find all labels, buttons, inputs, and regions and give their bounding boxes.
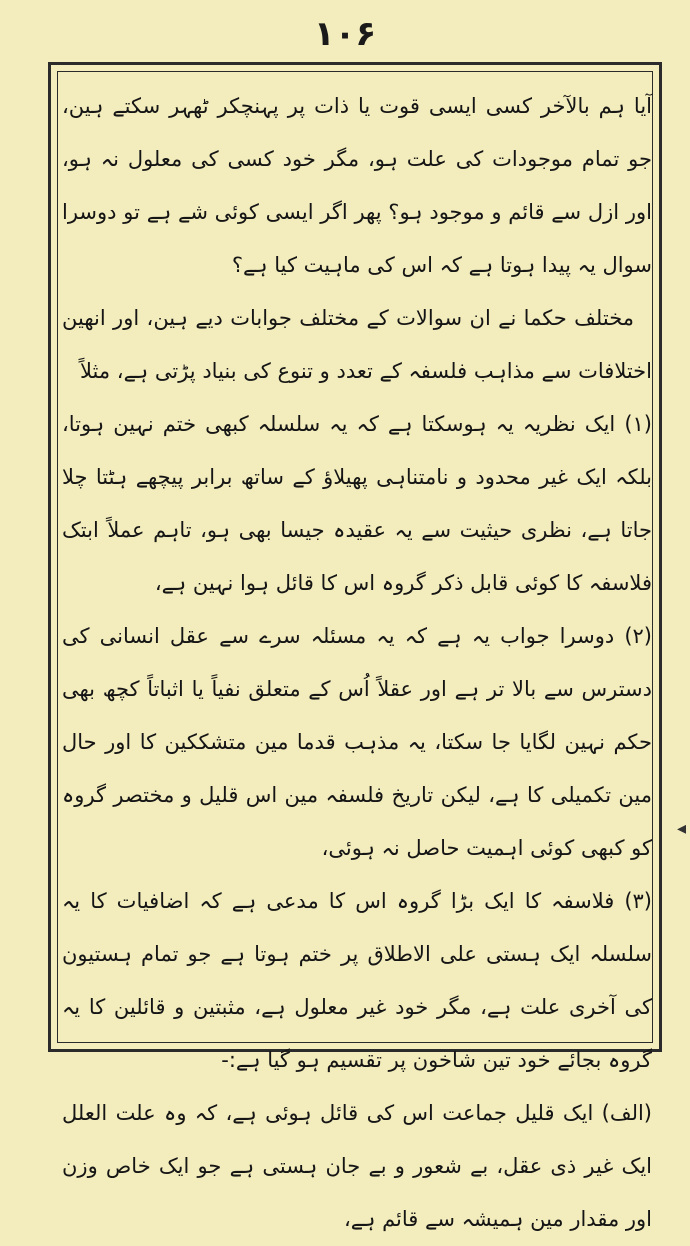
paragraph-view-1: (۱) ایک نظریہ یہ ہوسکتا ہے کہ یہ سلسلہ کبھی ختم نہین ہوتا، بلکہ ایک غیر محدود و نامتناہی پھیلاؤ کے ساتھ برابر پیچھے ہٹتا چلا جاتا ہے، نظری حیثیت سے یہ عقیدہ جیسا بھی ہو، تاہم عملاً ابتک فلاسفہ کا کوئی قابل ذکر گروہ اس کا قائل ہوا نہین ہے، [62,412,652,595]
paragraph-philosophers-answers: مختلف حکما نے ان سوالات کے مختلف جوابات دیے ہین، اور انھین اختلافات سے مذاہب فلسفہ کے تعدد و تنوع کی بنیاد پڑتی ہے، مثلاً [62,306,652,383]
margin-arrow-icon: ◂ [676,818,686,839]
text-body [62,80,652,1246]
page-number: ۱۰۶ [313,14,377,54]
paragraph-view-2: (۲) دوسرا جواب یہ ہے کہ یہ مسئلہ سرے سے عقل انسانی کی دسترس سے بالا تر ہے اور عقلاً اُس کے متعلق نفیاً یا اثباتاً کچھ بھی حکم نہین لگایا جا سکتا، یہ مذہب قدما مین متشککین کا اور حال مین تکمیلی کا ہے، لیکن تاریخ فلسفہ مین اس قلیل و مختصر گروہ کو کبھی کوئی اہمیت حاصل نہ ہوئی، [62,624,652,860]
paragraph-question: آیا ہم بالآخر کسی ایسی قوت یا ذات پر پہنچکر ٹھہر سکتے ہین، جو تمام موجودات کی علت ہو، مگر خود کسی کی معلول نہ ہو، اور ازل سے قائم و موجود ہو؟ پھر اگر ایسی کوئی شے ہے تو دوسرا سوال یہ پیدا ہوتا ہے کہ اس کی ماہیت کیا ہے؟ [62,94,652,277]
paragraph-view-3a: (الف) ایک قلیل جماعت اس کی قائل ہوئی ہے، کہ وہ علت العلل ایک غیر ذی عقل، بے شعور و بے جان ہستی ہے جو ایک خاص وزن اور مقدار مین ہمیشہ سے قائم ہے، [62,1101,652,1231]
paragraph-view-3: (۳) فلاسفہ کا ایک بڑا گروہ اس کا مدعی ہے کہ اضافیات کا یہ سلسلہ ایک ہستی علی الاطلاق پر ختم ہوتا ہے جو تمام ہستیون کی آخری علت ہے، مگر خود غیر معلول ہے، مثبتین و قائلین کا یہ گروہ بجائے خود تین شاخون پر تقسیم ہو گیا ہے:- [62,889,652,1072]
